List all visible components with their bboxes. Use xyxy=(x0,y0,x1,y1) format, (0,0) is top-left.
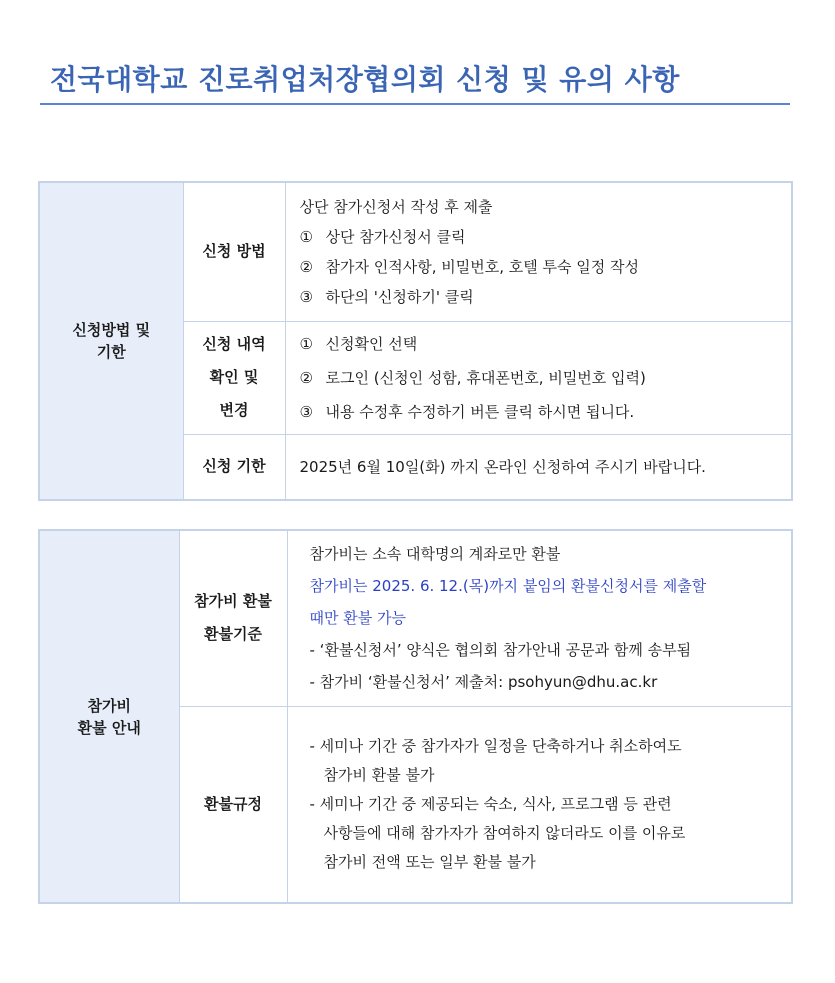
method-step-3-number: ③ xyxy=(299,287,313,306)
method-content xyxy=(285,182,792,321)
application-category-line1: 신청방법 및 xyxy=(72,321,151,339)
confirm-step-1-text: 신청확인 선택 xyxy=(325,334,418,353)
method-step-2 xyxy=(300,252,792,282)
criteria-label-line1: 참가비 환불 xyxy=(194,592,272,611)
rules-item-2-line-3: 참가비 전액 또는 일부 환불 불가 xyxy=(323,852,536,871)
criteria-label xyxy=(179,530,287,706)
rules-item-1-line-1: - 세미나 기간 중 참가자가 일정을 단축하거나 취소하여도 xyxy=(309,736,682,755)
confirm-content xyxy=(285,321,792,434)
criteria-label-line2: 환불기준 xyxy=(204,625,262,644)
method-step-3 xyxy=(300,282,792,312)
method-step-2-text: 참가자 인적사항, 비밀번호, 호텔 투숙 일정 작성 xyxy=(325,257,639,276)
confirm-label-line3: 변경 xyxy=(219,401,249,419)
criteria-row xyxy=(39,530,792,706)
rules-item-2-line-2: 사항들에 대해 참가자가 참여하지 않더라도 이를 이유로 xyxy=(323,823,686,842)
criteria-content xyxy=(287,530,792,706)
deadline-content xyxy=(285,434,792,500)
confirm-step-3-text: 내용 수정후 수정하기 버튼 클릭 하시면 됩니다. xyxy=(325,402,635,421)
method-step-2-number: ② xyxy=(299,257,313,276)
refund-category-line1: 참가비 xyxy=(87,696,131,715)
refund-category-line2: 환불 안내 xyxy=(77,718,141,737)
confirm-step-3 xyxy=(300,395,792,429)
rules-label: 환불규정 xyxy=(179,706,287,903)
method-step-1 xyxy=(300,222,792,252)
application-category xyxy=(39,182,183,500)
deadline-text: 2025년 6월 10일(화) 까지 온라인 신청하여 주시기 바랍니다. xyxy=(299,458,706,477)
refund-category xyxy=(39,530,179,903)
confirm-step-1 xyxy=(300,327,792,361)
method-row xyxy=(39,182,792,321)
confirm-label xyxy=(183,321,285,434)
confirm-step-1-number: ① xyxy=(299,334,313,353)
method-step-1-number: ① xyxy=(299,227,313,246)
criteria-line-1: 참가비는 소속 대학명의 계좌로만 환불 xyxy=(309,545,561,564)
criteria-line-5: - 참가비 ‘환불신청서’ 제출처: psohyun@dhu.ac.kr xyxy=(309,673,658,692)
rules-item-2-line-1: - 세미나 기간 중 제공되는 숙소, 식사, 프로그램 등 관련 xyxy=(309,794,672,813)
criteria-line-3: 때만 환불 가능 xyxy=(309,609,406,628)
page-title: 전국대학교 진로취업처장협의회 신청 및 유의 사항 xyxy=(50,63,680,96)
confirm-step-2-text: 로그인 (신청인 성함, 휴대폰번호, 비밀번호 입력) xyxy=(325,368,646,387)
confirm-step-2 xyxy=(300,361,792,395)
confirm-step-2-number: ② xyxy=(299,368,313,387)
criteria-line-2: 참가비는 2025. 6. 12.(목)까지 붙임의 환불신청서를 제출할 xyxy=(309,577,707,596)
application-category-line2: 기한 xyxy=(96,343,126,361)
method-label: 신청 방법 xyxy=(183,182,285,321)
confirm-label-line2: 확인 및 xyxy=(209,368,259,386)
method-step-3-text: 하단의 '신청하기' 클릭 xyxy=(325,287,474,306)
confirm-label-line1: 신청 내역 xyxy=(202,335,266,353)
deadline-label: 신청 기한 xyxy=(183,434,285,500)
rules-item-1-line-2: 참가비 환불 불가 xyxy=(323,765,435,784)
confirm-step-3-number: ③ xyxy=(299,402,313,421)
title-divider xyxy=(40,103,790,105)
rules-content xyxy=(287,706,792,903)
criteria-line-4: - ‘환불신청서’ 양식은 협의회 참가안내 공문과 함께 송부됨 xyxy=(309,641,692,660)
refund-table xyxy=(38,529,793,904)
method-step-1-text: 상단 참가신청서 클릭 xyxy=(325,227,466,246)
application-table xyxy=(38,181,793,501)
method-intro: 상단 참가신청서 작성 후 제출 xyxy=(299,197,493,216)
